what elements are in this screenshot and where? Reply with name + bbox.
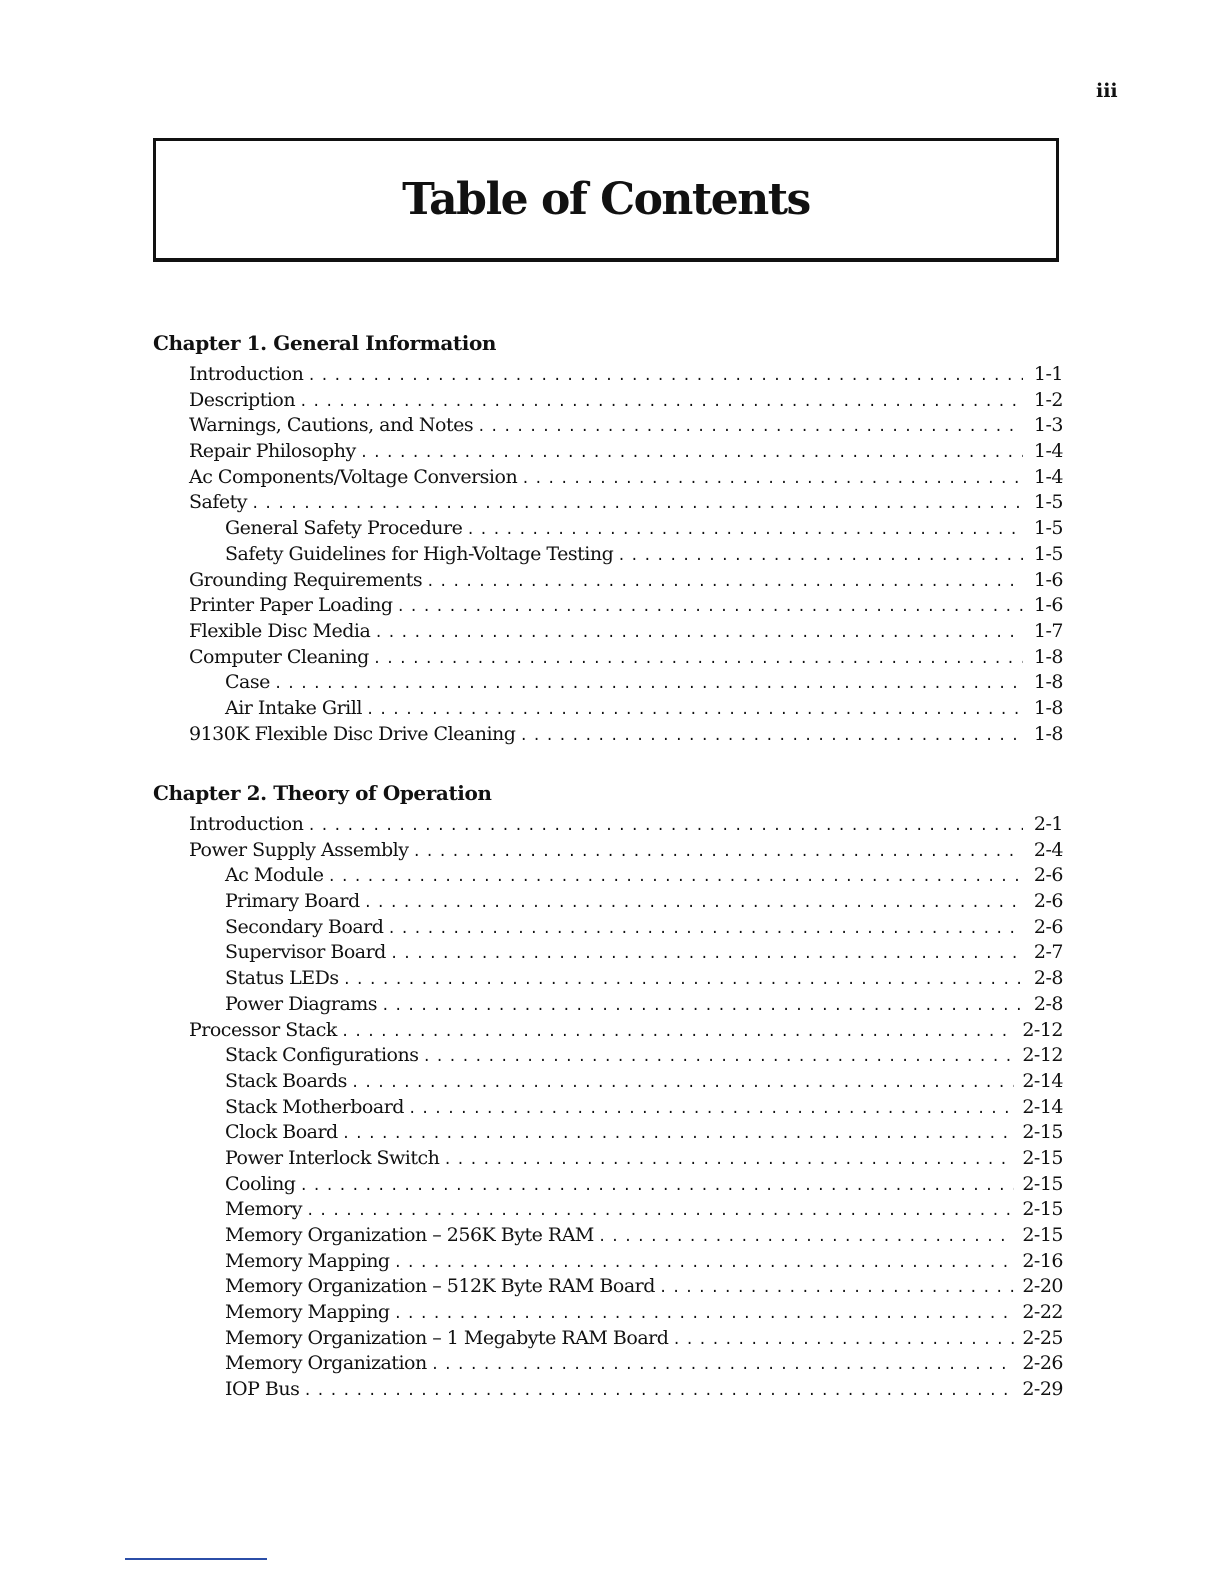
toc-entry-page: 1-5 <box>1033 542 1063 565</box>
dot-leader <box>274 672 1023 696</box>
toc-entry[interactable] <box>153 619 1063 645</box>
footer-rule <box>125 1558 267 1560</box>
toc-entry[interactable] <box>153 670 1063 696</box>
toc-entry-label: Introduction <box>189 813 304 835</box>
toc-entry-page: 2-29 <box>1022 1378 1063 1401</box>
toc-entry-label: Repair Philosophy <box>189 440 356 463</box>
dot-leader <box>307 364 1023 388</box>
page-title: Table of Contents <box>402 174 810 225</box>
dot-leader <box>343 968 1023 992</box>
toc-entry-label: Flexible Disc Media <box>189 619 371 642</box>
toc-entry[interactable] <box>153 1326 1063 1352</box>
toc-entry-label: Case <box>225 671 270 694</box>
toc-entry[interactable] <box>153 1249 1063 1275</box>
toc-entry-page: 1-6 <box>1033 594 1063 617</box>
page-number: iii <box>1096 80 1118 102</box>
toc-entry[interactable] <box>153 992 1063 1018</box>
toc-entry-label: Power Diagrams <box>225 992 378 1015</box>
toc-entry-label: Power Supply Assembly <box>189 838 409 861</box>
dot-leader <box>387 917 1023 941</box>
toc-entry-label: Warnings, Cautions, and Notes <box>189 414 474 437</box>
toc-entry-page: 2-14 <box>1022 1069 1063 1092</box>
toc-entry-label: Computer Cleaning <box>189 645 369 668</box>
dot-leader <box>364 891 1023 915</box>
toc-entry-page: 1-5 <box>1033 491 1063 514</box>
dot-leader <box>342 1122 1015 1146</box>
toc-entry-page: 1-8 <box>1033 671 1063 694</box>
dot-leader <box>381 994 1023 1018</box>
toc-entry-label: Status LEDs <box>225 967 339 990</box>
dot-leader <box>374 621 1023 645</box>
toc-entry-page: 2-12 <box>1022 1044 1063 1067</box>
chapter-1-section <box>153 330 1063 747</box>
toc-entry-label: Supervisor Board <box>225 941 386 964</box>
toc-entry-label: Ac Components/Voltage Conversion <box>189 465 518 488</box>
toc-entry-page: 2-15 <box>1022 1224 1063 1246</box>
toc-entry-label: Memory <box>225 1198 302 1221</box>
toc-entry[interactable] <box>153 915 1063 941</box>
dot-leader <box>390 942 1023 966</box>
toc-entry-page: 2-16 <box>1022 1249 1063 1272</box>
toc-entry[interactable] <box>153 863 1063 889</box>
toc-entry-label: Grounding Requirements <box>189 568 423 591</box>
dot-leader <box>366 698 1023 722</box>
toc-entry-page: 1-2 <box>1033 388 1063 411</box>
dot-leader <box>426 570 1023 594</box>
toc-entry[interactable] <box>153 362 1063 388</box>
title-box <box>153 138 1059 262</box>
toc-entry-page: 2-12 <box>1022 1018 1063 1041</box>
toc-entry-page: 2-6 <box>1033 890 1063 913</box>
toc-entry-page: 2-4 <box>1033 838 1063 861</box>
toc-entry[interactable] <box>153 593 1063 619</box>
toc-entry-page: 2-8 <box>1033 967 1063 990</box>
dot-leader <box>422 1045 1014 1069</box>
toc-entry-page: 2-15 <box>1022 1172 1063 1195</box>
dot-leader <box>328 865 1023 889</box>
dot-leader <box>307 814 1023 838</box>
toc-entry[interactable] <box>153 838 1063 864</box>
dot-leader <box>394 1302 1015 1326</box>
dot-leader <box>519 724 1023 748</box>
toc-entry-label: General Safety Procedure <box>225 517 463 540</box>
toc-entry-label: Memory Organization – 512K Byte RAM Board <box>225 1275 655 1298</box>
toc-entry-label: Power Interlock Switch <box>225 1146 440 1169</box>
toc-entry-label: Ac Module <box>225 864 324 887</box>
toc-entry-page: 2-7 <box>1033 941 1063 964</box>
dot-leader <box>351 1071 1014 1095</box>
dot-leader <box>672 1328 1014 1352</box>
toc-entry[interactable] <box>153 966 1063 992</box>
dot-leader <box>659 1276 1014 1300</box>
toc-entry-label: Secondary Board <box>225 915 384 938</box>
toc-entry-page: 2-26 <box>1022 1352 1063 1375</box>
toc-entry[interactable] <box>153 439 1063 465</box>
toc-entry-label: Printer Paper Loading <box>189 594 393 617</box>
chapter-heading: Chapter 1. General Information <box>153 331 497 355</box>
toc-entry-page: 2-15 <box>1022 1121 1063 1144</box>
toc-entry[interactable] <box>153 490 1063 516</box>
chapter-heading: Chapter 2. Theory of Operation <box>153 781 492 805</box>
toc-entry[interactable] <box>153 812 1063 838</box>
toc-entry-label: Processor Stack <box>189 1018 337 1041</box>
toc-entry-page: 2-8 <box>1033 992 1063 1015</box>
toc-entry-page: 1-3 <box>1033 414 1063 437</box>
dot-leader <box>299 390 1023 414</box>
toc-entry[interactable] <box>153 1146 1063 1172</box>
toc-entry[interactable] <box>153 1197 1063 1223</box>
toc-entry-label: Stack Configurations <box>225 1044 419 1067</box>
dot-leader <box>521 467 1023 491</box>
toc-entry-page: 2-6 <box>1033 864 1063 887</box>
dot-leader <box>394 1251 1015 1275</box>
dot-leader <box>431 1353 1015 1377</box>
toc-entry-page: 2-6 <box>1033 915 1063 938</box>
toc-entry-page: 2-22 <box>1022 1301 1063 1324</box>
toc-entry-label: Introduction <box>189 363 304 385</box>
toc-entry[interactable] <box>153 1172 1063 1198</box>
toc-entry[interactable] <box>153 516 1063 542</box>
toc-entry[interactable] <box>153 722 1063 748</box>
toc-entry[interactable] <box>153 645 1063 671</box>
dot-leader <box>303 1379 1014 1403</box>
dot-leader <box>251 492 1023 516</box>
dot-leader <box>412 840 1023 864</box>
toc-entry-label: Memory Organization – 1 Megabyte RAM Board <box>225 1326 669 1349</box>
toc-entry-page: 1-8 <box>1033 645 1063 668</box>
toc-entry-page: 2-25 <box>1022 1326 1063 1349</box>
toc-entry-label: Safety Guidelines for High-Voltage Testing <box>225 542 614 565</box>
toc-entry-label: Stack Boards <box>225 1069 347 1092</box>
toc-entry-label: Air Intake Grill <box>225 696 362 719</box>
toc-entry-page: 2-15 <box>1022 1146 1063 1169</box>
toc-entry-page: 1-4 <box>1033 440 1063 463</box>
toc-entry-label: Cooling <box>225 1172 296 1195</box>
toc-entry-page: 1-6 <box>1033 568 1063 591</box>
toc-entry[interactable] <box>153 1274 1063 1300</box>
dot-leader <box>360 441 1023 465</box>
dot-leader <box>341 1020 1014 1044</box>
toc-entry[interactable] <box>153 1223 1063 1249</box>
toc-entry[interactable] <box>153 1069 1063 1095</box>
dot-leader <box>373 647 1023 671</box>
toc-entry[interactable] <box>153 542 1063 568</box>
toc-entry[interactable] <box>153 889 1063 915</box>
toc-entry-label: Memory Organization – 256K Byte RAM <box>225 1224 594 1246</box>
toc-entry-page: 1-8 <box>1033 722 1063 745</box>
toc-entry-page: 1-7 <box>1033 619 1063 642</box>
dot-leader <box>443 1148 1014 1172</box>
toc-entry[interactable] <box>153 1043 1063 1069</box>
toc-entry[interactable] <box>153 696 1063 722</box>
toc-entry[interactable] <box>153 413 1063 439</box>
toc-entry-page: 2-20 <box>1022 1275 1063 1298</box>
toc-entry-page: 1-5 <box>1033 517 1063 540</box>
toc-entry[interactable] <box>153 1351 1063 1377</box>
toc-entry-page: 2-14 <box>1022 1095 1063 1118</box>
toc-entry-list <box>153 362 1063 747</box>
toc-entry[interactable] <box>153 465 1063 491</box>
toc-entry[interactable] <box>153 1095 1063 1121</box>
toc-entry-page: 1-4 <box>1033 465 1063 488</box>
toc-entry[interactable] <box>153 940 1063 966</box>
toc-entry-label: Memory Organization <box>225 1352 427 1375</box>
toc-entry-label: 9130K Flexible Disc Drive Cleaning <box>189 722 516 745</box>
toc-entry[interactable] <box>153 1120 1063 1146</box>
toc-entry-page: 1-8 <box>1033 696 1063 719</box>
toc-entry-label: Memory Mapping <box>225 1249 390 1272</box>
dot-leader <box>306 1199 1014 1223</box>
toc-entry-label: Memory Mapping <box>225 1301 390 1324</box>
toc-entry-page: 2-1 <box>1033 813 1063 835</box>
toc-entry-list <box>153 812 1063 1403</box>
toc-entry-label: Safety <box>189 491 247 514</box>
toc-entry-label: Description <box>189 388 296 411</box>
toc-entry-label: Clock Board <box>225 1121 338 1144</box>
toc-entry[interactable] <box>153 1377 1063 1403</box>
dot-leader <box>408 1097 1014 1121</box>
toc-entry[interactable] <box>153 388 1063 414</box>
dot-leader <box>617 544 1023 568</box>
toc-entry[interactable] <box>153 568 1063 594</box>
toc-entry-page: 1-1 <box>1033 363 1063 385</box>
dot-leader <box>299 1174 1014 1198</box>
dot-leader <box>466 518 1023 542</box>
dot-leader <box>598 1225 1014 1249</box>
toc-entry[interactable] <box>153 1018 1063 1044</box>
toc-entry-label: IOP Bus <box>225 1378 300 1401</box>
dot-leader <box>477 415 1023 439</box>
toc-entry[interactable] <box>153 1300 1063 1326</box>
toc-entry-label: Stack Motherboard <box>225 1095 404 1118</box>
toc-entry-label: Primary Board <box>225 890 360 913</box>
dot-leader <box>397 595 1024 619</box>
toc-entry-page: 2-15 <box>1022 1198 1063 1221</box>
chapter-2-section <box>153 780 1063 1403</box>
